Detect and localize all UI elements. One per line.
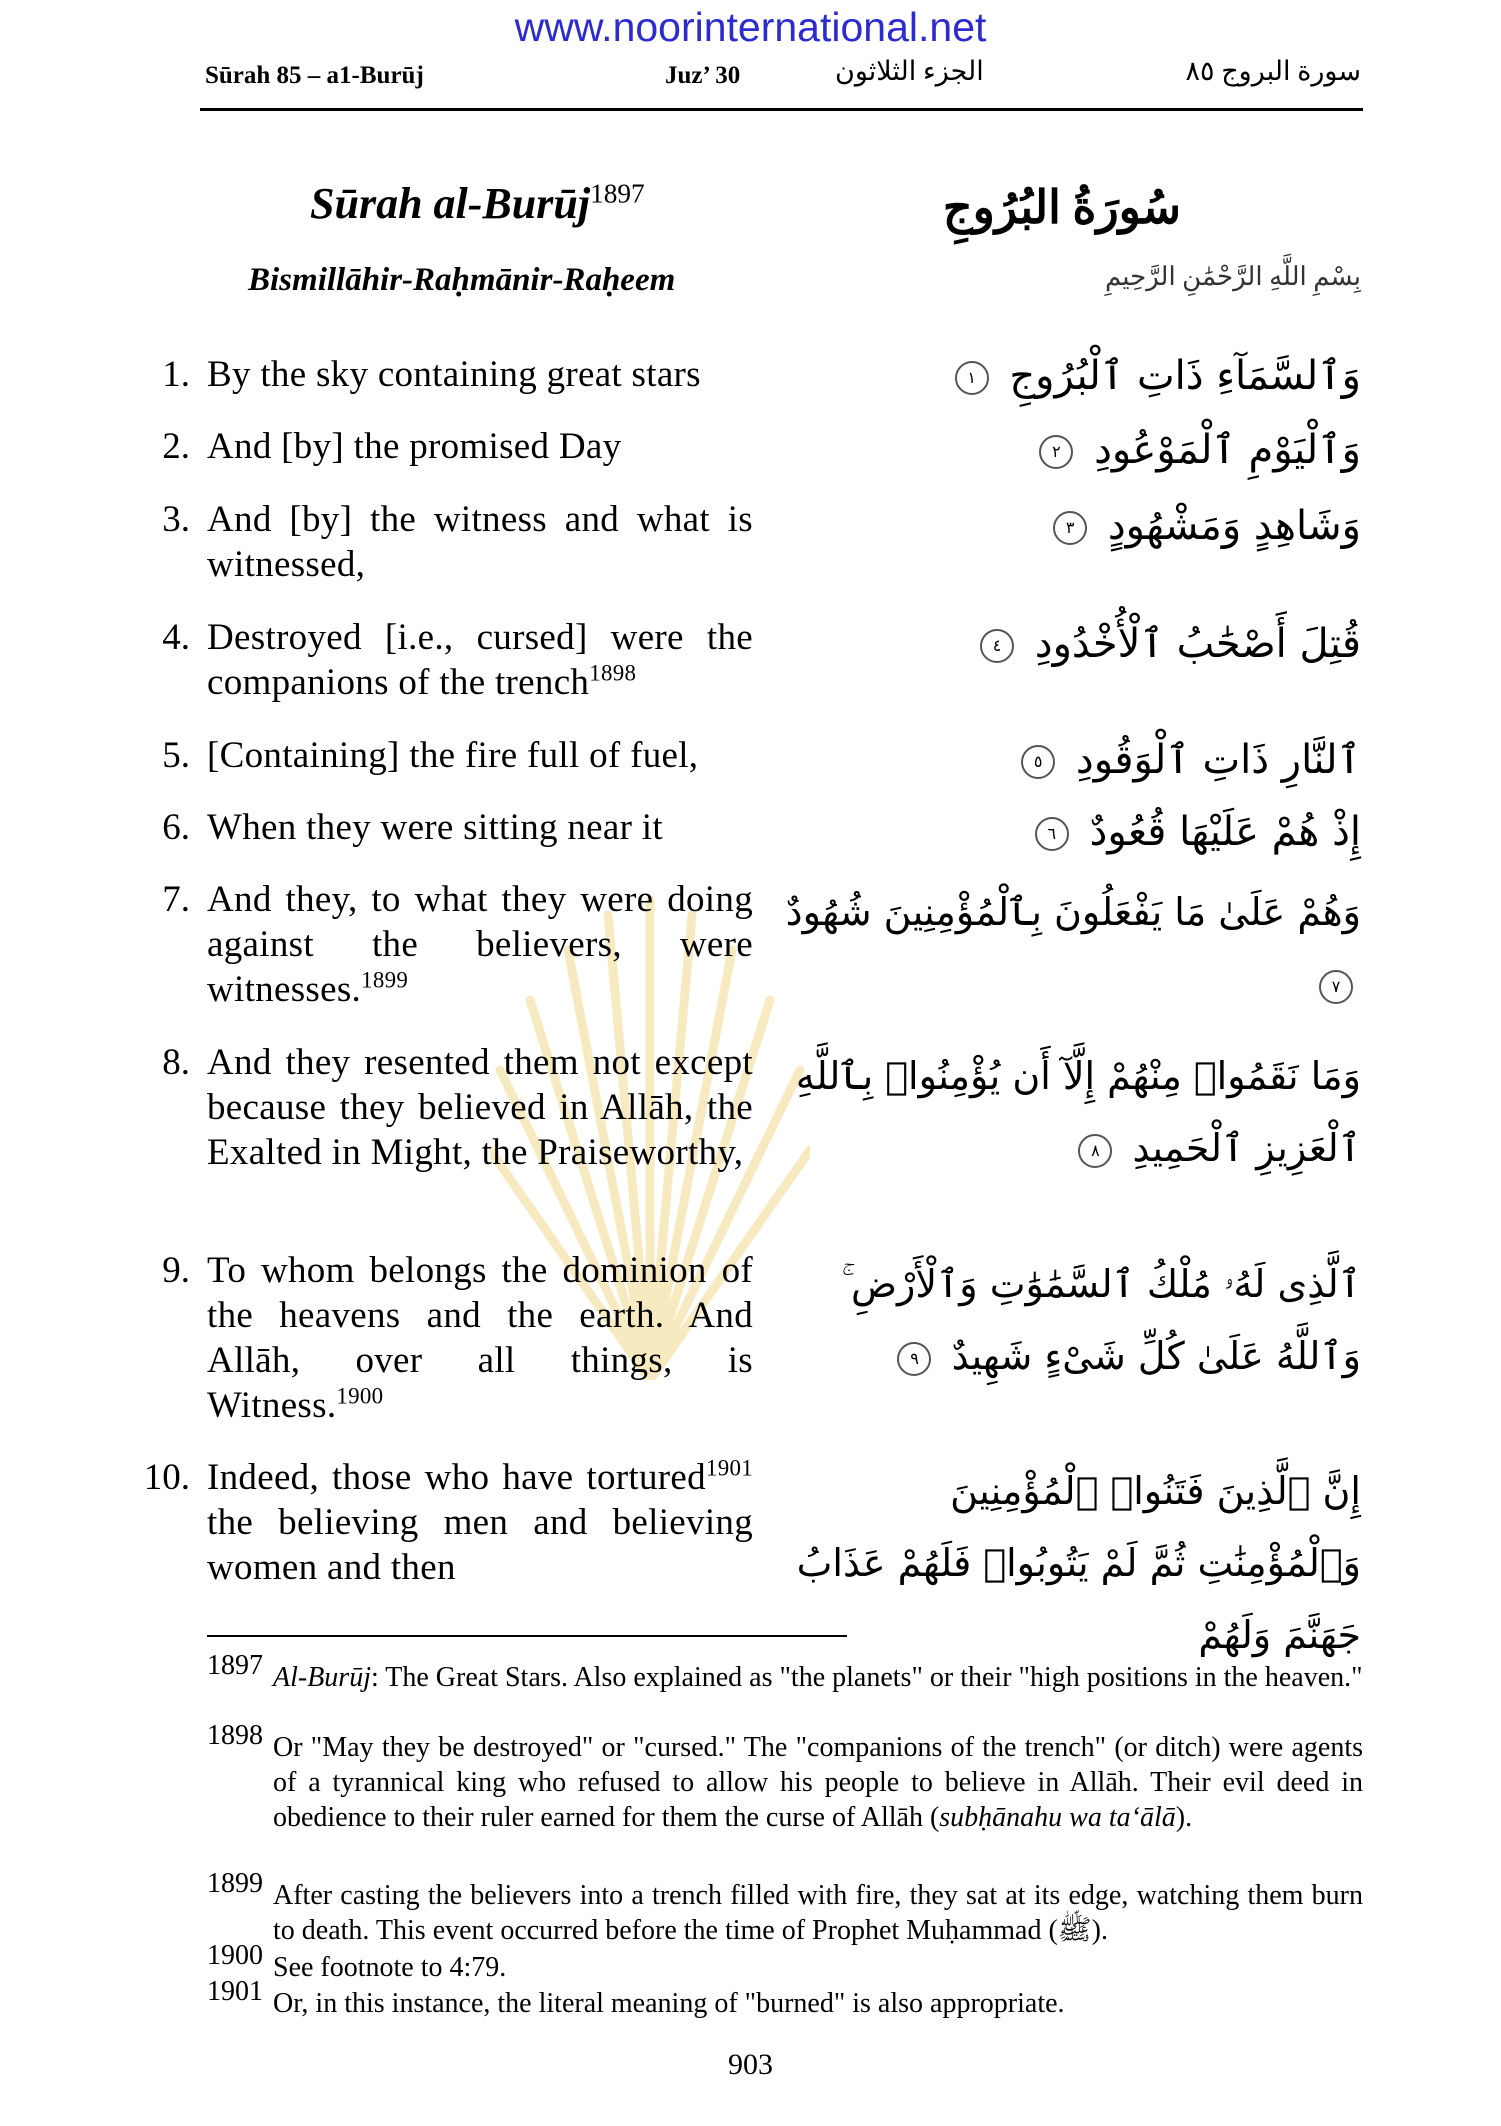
footnote-ref[interactable]: 1897 [590, 178, 645, 209]
header-surah-arabic: سورة البروج ٨٥ [1185, 56, 1361, 86]
verse-translation: When they were sitting near it [207, 807, 663, 848]
verse-arabic: وَٱلسَّمَآءِ ذَاتِ ٱلْبُرُوجِ ١ [801, 340, 1361, 412]
verse-number: 2. [162, 426, 190, 467]
header-juz: Juz’ 30 [665, 62, 741, 89]
aya-marker: ٦ [1035, 817, 1069, 851]
footnote: 1897 Al-Burūj: The Great Stars. Also explained as "the planets" or their "high positions in the heaven." [207, 1650, 1363, 1693]
footnote: 1901 Or, in this instance, the literal meaning of "burned" is also appropriate. [207, 1976, 1065, 2019]
verse-number: 3. [162, 499, 190, 540]
verse-translation: And [by] the witness and what is witnessed, [207, 499, 753, 585]
verse-number: 8. [162, 1042, 190, 1083]
footnote-number: 1900 [207, 1940, 263, 1971]
footnote-number: 1899 [207, 1868, 263, 1899]
aya-marker: ١ [955, 361, 989, 395]
aya-marker: ٩ [897, 1342, 931, 1376]
verse-translation: And they, to what they were doing against the believers, were witnesses.$^{1899}$ [207, 879, 753, 1010]
header-rule [200, 108, 1363, 111]
verse-translation: To whom belongs the dominion of the heavens and the earth. And Allāh, over all things, is Witness.$^{1900}$ [207, 1250, 753, 1426]
verse-arabic: وَٱلْيَوْمِ ٱلْمَوْعُودِ ٢ [801, 414, 1361, 486]
aya-marker: ٧ [1319, 970, 1353, 1004]
footnote: 1899 After casting the believers into a trench filled with fire, they sat at its edge, watching them burn to death. This event occurred before the time of Prophet Muḥammad (ﷺ). [207, 1868, 1363, 1946]
footnote-number: 1901 [207, 1976, 263, 2007]
aya-marker: ٨ [1078, 1134, 1112, 1168]
verse-arabic: ٱلنَّارِ ذَاتِ ٱلْوَقُودِ ٥ [801, 724, 1361, 796]
header-juz-arabic: الجزء الثلاثون [835, 56, 984, 86]
verse-arabic: إِذْ هُمْ عَلَيْهَا قُعُودٌ ٦ [801, 796, 1361, 868]
verse-translation: Indeed, those who have tortured$^{1901}$ the believing men and believing women and then [207, 1455, 753, 1588]
site-url-link[interactable]: www.noorinternational.net [514, 4, 987, 50]
bismillah-transliteration: Bismillāhir-Raḥmānir-Raḥeem [248, 262, 676, 298]
verse-number: 5. [162, 735, 190, 776]
footnote-ref[interactable]: 1898 [589, 660, 637, 686]
footnote-ref[interactable]: 1899 [361, 967, 409, 993]
verse-arabic: وَشَاهِدٍ وَمَشْهُودٍ ٣ [801, 490, 1361, 562]
verse-arabic: وَمَا نَقَمُوا۟ مِنْهُمْ إِلَّآ أَن يُؤْمِنُوا۟ بِٱللَّهِ ٱلْعَزِيزِ ٱلْحَمِيدِ ٨ [795, 1054, 1361, 1170]
footnote-number: 1897 [207, 1650, 263, 1681]
verse-arabic: قُتِلَ أَصْحَٰبُ ٱلْأُخْدُودِ ٤ [801, 608, 1361, 680]
footnote-ref[interactable]: 1901 [705, 1455, 753, 1481]
header-surah-name: Sūrah 85 – a1-Burūj [205, 62, 424, 89]
bismillah-arabic: بِسْمِ اللَّهِ الرَّحْمَٰنِ الرَّحِيمِ [1104, 262, 1361, 291]
verse-translation: By the sky containing great stars [207, 354, 701, 395]
verse-number: 6. [162, 807, 190, 848]
footnote: 1898 Or "May they be destroyed" or "cursed." The "companions of the trench" (or ditch) were agents of a tyrannical king who refused to allow his people to believe in Allāh. Their evil deed in obedience to their ruler earned for them the curse of Allāh (subḥānahu wa ta‘ālā). [207, 1720, 1363, 1833]
aya-marker: ٣ [1053, 511, 1087, 545]
aya-marker: ٥ [1021, 745, 1055, 779]
verse-translation: And [by] the promised Day [207, 426, 622, 467]
verse-number: 4. [162, 617, 190, 658]
footnote-rule [207, 1635, 847, 1637]
footnote-number: 1898 [207, 1720, 263, 1751]
surah-title: Sūrah al-Burūj$^{1897}$ [310, 178, 645, 228]
verse-number: 9. [162, 1250, 190, 1291]
verse-number: 1. [162, 354, 190, 395]
verse-translation: And they resented them not except because they believed in Allāh, the Exalted in Might, the Praiseworthy, [207, 1042, 753, 1173]
surah-title-arabic: سُورَةُ البُرُوجِ [942, 182, 1181, 233]
verse-arabic: وَهُمْ عَلَىٰ مَا يَفْعَلُونَ بِٱلْمُؤْمِنِينَ شُهُودٌ ٧ [781, 876, 1361, 1020]
footnote: 1900 See footnote to 4:79. [207, 1940, 507, 1983]
verse-translation: Destroyed [i.e., cursed] were the companions of the trench$^{1898}$ [207, 617, 753, 703]
page-number: 903 [728, 2048, 773, 2081]
verse-arabic: إِنَّ ٱلَّذِينَ فَتَنُوا۟ ٱلْمُؤْمِنِينَ وَٱلْمُؤْمِنَٰتِ ثُمَّ لَمْ يَتُوبُوا۟ فَلَهُمْ عَذَابُ جَهَنَّمَ وَلَهُمْ [796, 1469, 1361, 1657]
verse-number: 10. [143, 1457, 190, 1498]
verse-arabic: ٱلَّذِى لَهُۥ مُلْكُ ٱلسَّمَٰوَٰتِ وَٱلْأَرْضِ ۚ وَٱللَّهُ عَلَىٰ كُلِّ شَىْءٍ شَهِيدٌ ٩ [841, 1262, 1361, 1378]
aya-marker: ٤ [980, 629, 1014, 663]
aya-marker: ٢ [1039, 435, 1073, 469]
verse-translation: [Containing] the fire full of fuel, [207, 735, 699, 776]
footnote-ref[interactable]: 1900 [336, 1383, 384, 1409]
verse-number: 7. [162, 879, 190, 920]
